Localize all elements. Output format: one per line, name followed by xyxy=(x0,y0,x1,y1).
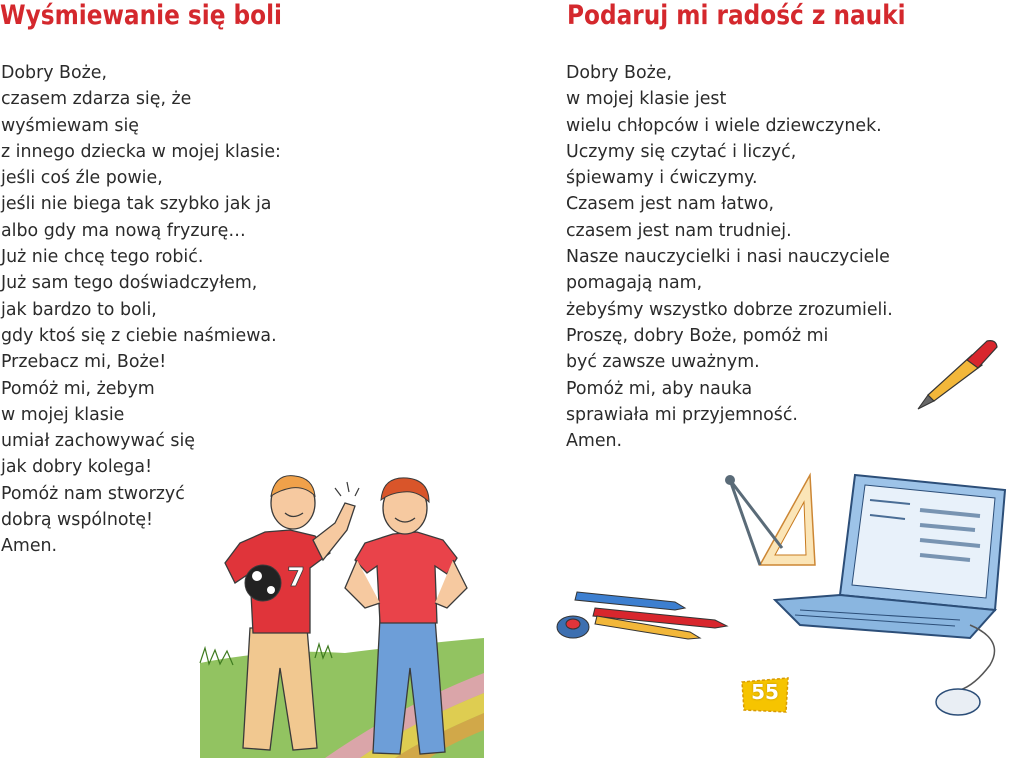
poem-line: Dobry Boże, xyxy=(1,63,107,83)
poem-line: Już nie chcę tego robić. xyxy=(1,247,204,268)
poem-line: Pomóż nam stworzyć xyxy=(1,483,185,504)
poem-line: sprawiała mi przyjemność. xyxy=(566,404,798,425)
poem-line: z innego dziecka w mojej klasie: xyxy=(1,141,281,162)
poem-line: albo gdy ma nową fryzurę… xyxy=(1,220,246,241)
page-title-left: Wyśmiewanie się boli xyxy=(0,0,283,31)
poem-line: Pomóż mi, aby nauka xyxy=(566,378,753,399)
poem-line: jak bardzo to boli, xyxy=(1,299,157,320)
poem-line: żebyśmy wszystko dobrze zrozumieli. xyxy=(566,299,893,320)
fountain-pen-illustration xyxy=(912,335,1002,415)
poem-line: wyśmiewam się xyxy=(1,115,139,136)
poem-right xyxy=(566,60,893,454)
page-number: 55 xyxy=(751,680,779,704)
poem-line: umiał zachowywać się xyxy=(1,431,196,452)
poem-line: Nasze nauczycielki i nasi nauczyciele xyxy=(566,247,890,268)
poem-line: Amen. xyxy=(566,431,623,452)
poem-line: Czasem jest nam łatwo, xyxy=(566,194,775,215)
shirt-number: 7 xyxy=(287,563,306,593)
poem-line: gdy ktoś się z ciebie naśmiewa. xyxy=(1,325,277,346)
poem-line: jeśli coś źle powie, xyxy=(1,168,163,189)
poem-line: być zawsze uważnym. xyxy=(566,352,760,373)
poem-line: wielu chłopców i wiele dziewczynek. xyxy=(566,115,882,136)
poem-line: śpiewamy i ćwiczymy. xyxy=(566,168,758,189)
poem-line: Amen. xyxy=(1,536,58,557)
poem-line: dobrą wspólnotę! xyxy=(1,510,153,531)
poem-line: w mojej klasie xyxy=(1,404,125,425)
poem-line: Przebacz mi, Boże! xyxy=(1,352,167,373)
poem-line: czasem jest nam trudniej. xyxy=(566,220,792,241)
poem-line: czasem zdarza się, że xyxy=(1,89,192,110)
poem-line: jak dobry kolega! xyxy=(1,457,153,478)
poem-line: Dobry Boże, xyxy=(566,63,672,83)
laptop-illustration xyxy=(770,470,1020,720)
poem-line: jeśli nie biega tak szybko jak ja xyxy=(1,194,272,215)
poem-line: Uczymy się czytać i liczyć, xyxy=(566,141,797,162)
poem-line: Już sam tego doświadczyłem, xyxy=(1,273,258,294)
poem-line: Pomóż mi, żebym xyxy=(1,378,155,399)
poem-line: Proszę, dobry Boże, pomóż mi xyxy=(566,325,829,346)
boys-illustration xyxy=(195,468,485,758)
poem-line: w mojej klasie jest xyxy=(566,89,727,110)
page-title-right: Podaruj mi radość z nauki xyxy=(567,0,906,31)
poem-line: pomagają nam, xyxy=(566,273,703,294)
pencils-illustration xyxy=(555,580,735,650)
